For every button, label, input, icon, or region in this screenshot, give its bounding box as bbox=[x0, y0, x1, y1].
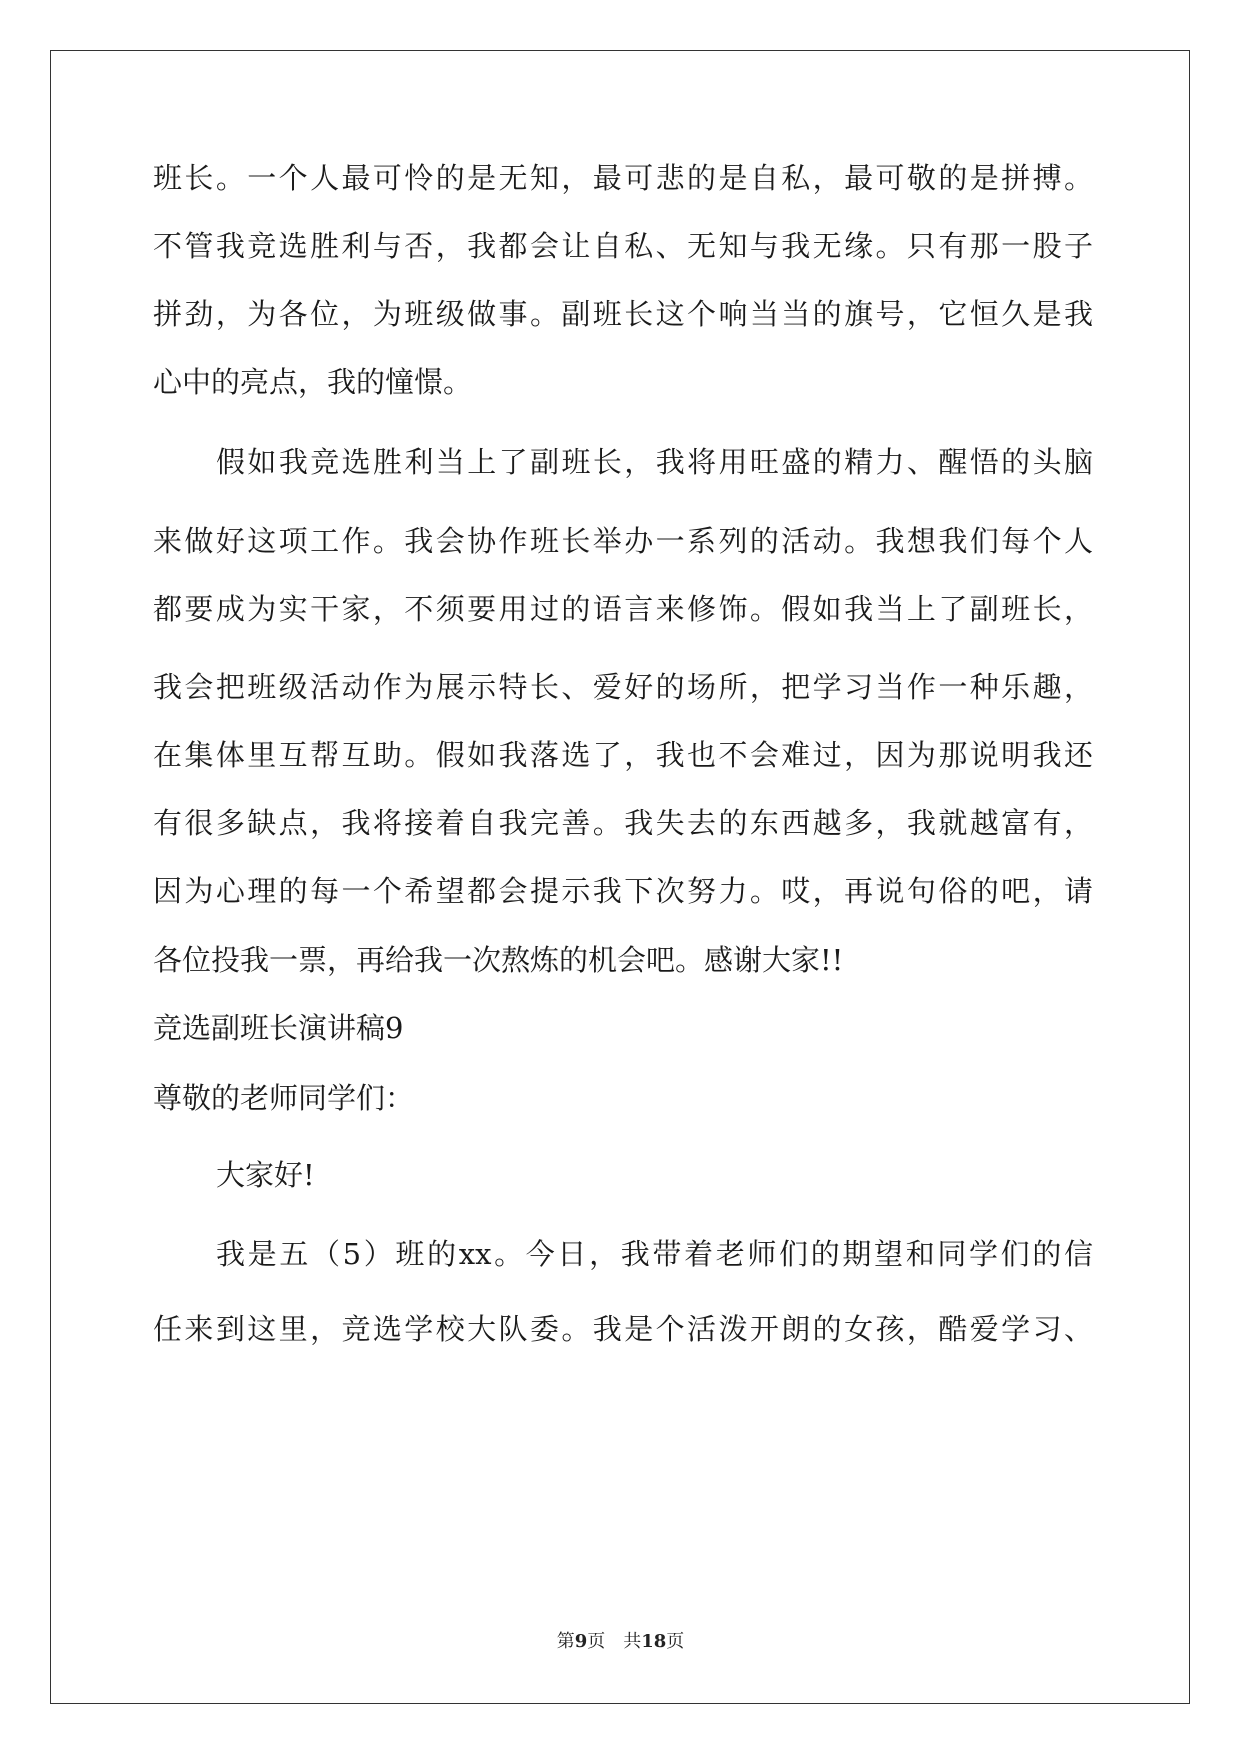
body-line-1: 班长。一个人最可怜的是无知，最可悲的是自私，最可敬的是拼搏。 bbox=[153, 161, 1093, 195]
body-line-11: 因为心理的每一个希望都会提示我下次努力。哎，再说句俗的吧，请 bbox=[153, 874, 1093, 908]
footer-prefix: 第 bbox=[556, 1631, 575, 1652]
section-title: 竞选副班长演讲稿9 bbox=[153, 1011, 404, 1045]
page-footer bbox=[0, 1627, 1241, 1653]
intro-line-1: 我是五（5）班的xx。今日，我带着老师们的期望和同学们的信 bbox=[216, 1237, 1093, 1271]
body-line-4: 心中的亮点，我的憧憬。 bbox=[153, 365, 473, 399]
current-page-number: 9 bbox=[574, 1631, 588, 1652]
intro-line-2: 任来到这里，竞选学校大队委。我是个活泼开朗的女孩，酷爱学习、 bbox=[153, 1312, 1093, 1346]
body-line-8: 我会把班级活动作为展示特长、爱好的场所，把学习当作一种乐趣， bbox=[153, 670, 1093, 704]
body-line-6: 来做好这项工作。我会协作班长举办一系列的活动。我想我们每个人 bbox=[153, 524, 1093, 558]
footer-middle: 页 共 bbox=[587, 1631, 642, 1652]
salutation: 尊敬的老师同学们： bbox=[153, 1081, 415, 1115]
body-line-12: 各位投我一票，再给我一次熬炼的机会吧。感谢大家!! bbox=[153, 943, 844, 977]
body-line-3: 拼劲，为各位，为班级做事。副班长这个响当当的旗号，它恒久是我 bbox=[153, 297, 1093, 331]
footer-suffix: 页 bbox=[666, 1631, 685, 1652]
body-line-2: 不管我竞选胜利与否，我都会让自私、无知与我无缘。只有那一股子 bbox=[153, 229, 1093, 263]
body-line-9: 在集体里互帮互助。假如我落选了，我也不会难过，因为那说明我还 bbox=[153, 738, 1093, 772]
body-line-7: 都要成为实干家，不须要用过的语言来修饰。假如我当上了副班长， bbox=[153, 592, 1093, 626]
paragraph-start-line: 假如我竞选胜利当上了副班长，我将用旺盛的精力、醒悟的头脑 bbox=[216, 445, 1093, 479]
greeting: 大家好! bbox=[216, 1158, 315, 1192]
body-line-10: 有很多缺点，我将接着自我完善。我失去的东西越多，我就越富有， bbox=[153, 806, 1093, 840]
total-pages-number: 18 bbox=[641, 1631, 667, 1652]
